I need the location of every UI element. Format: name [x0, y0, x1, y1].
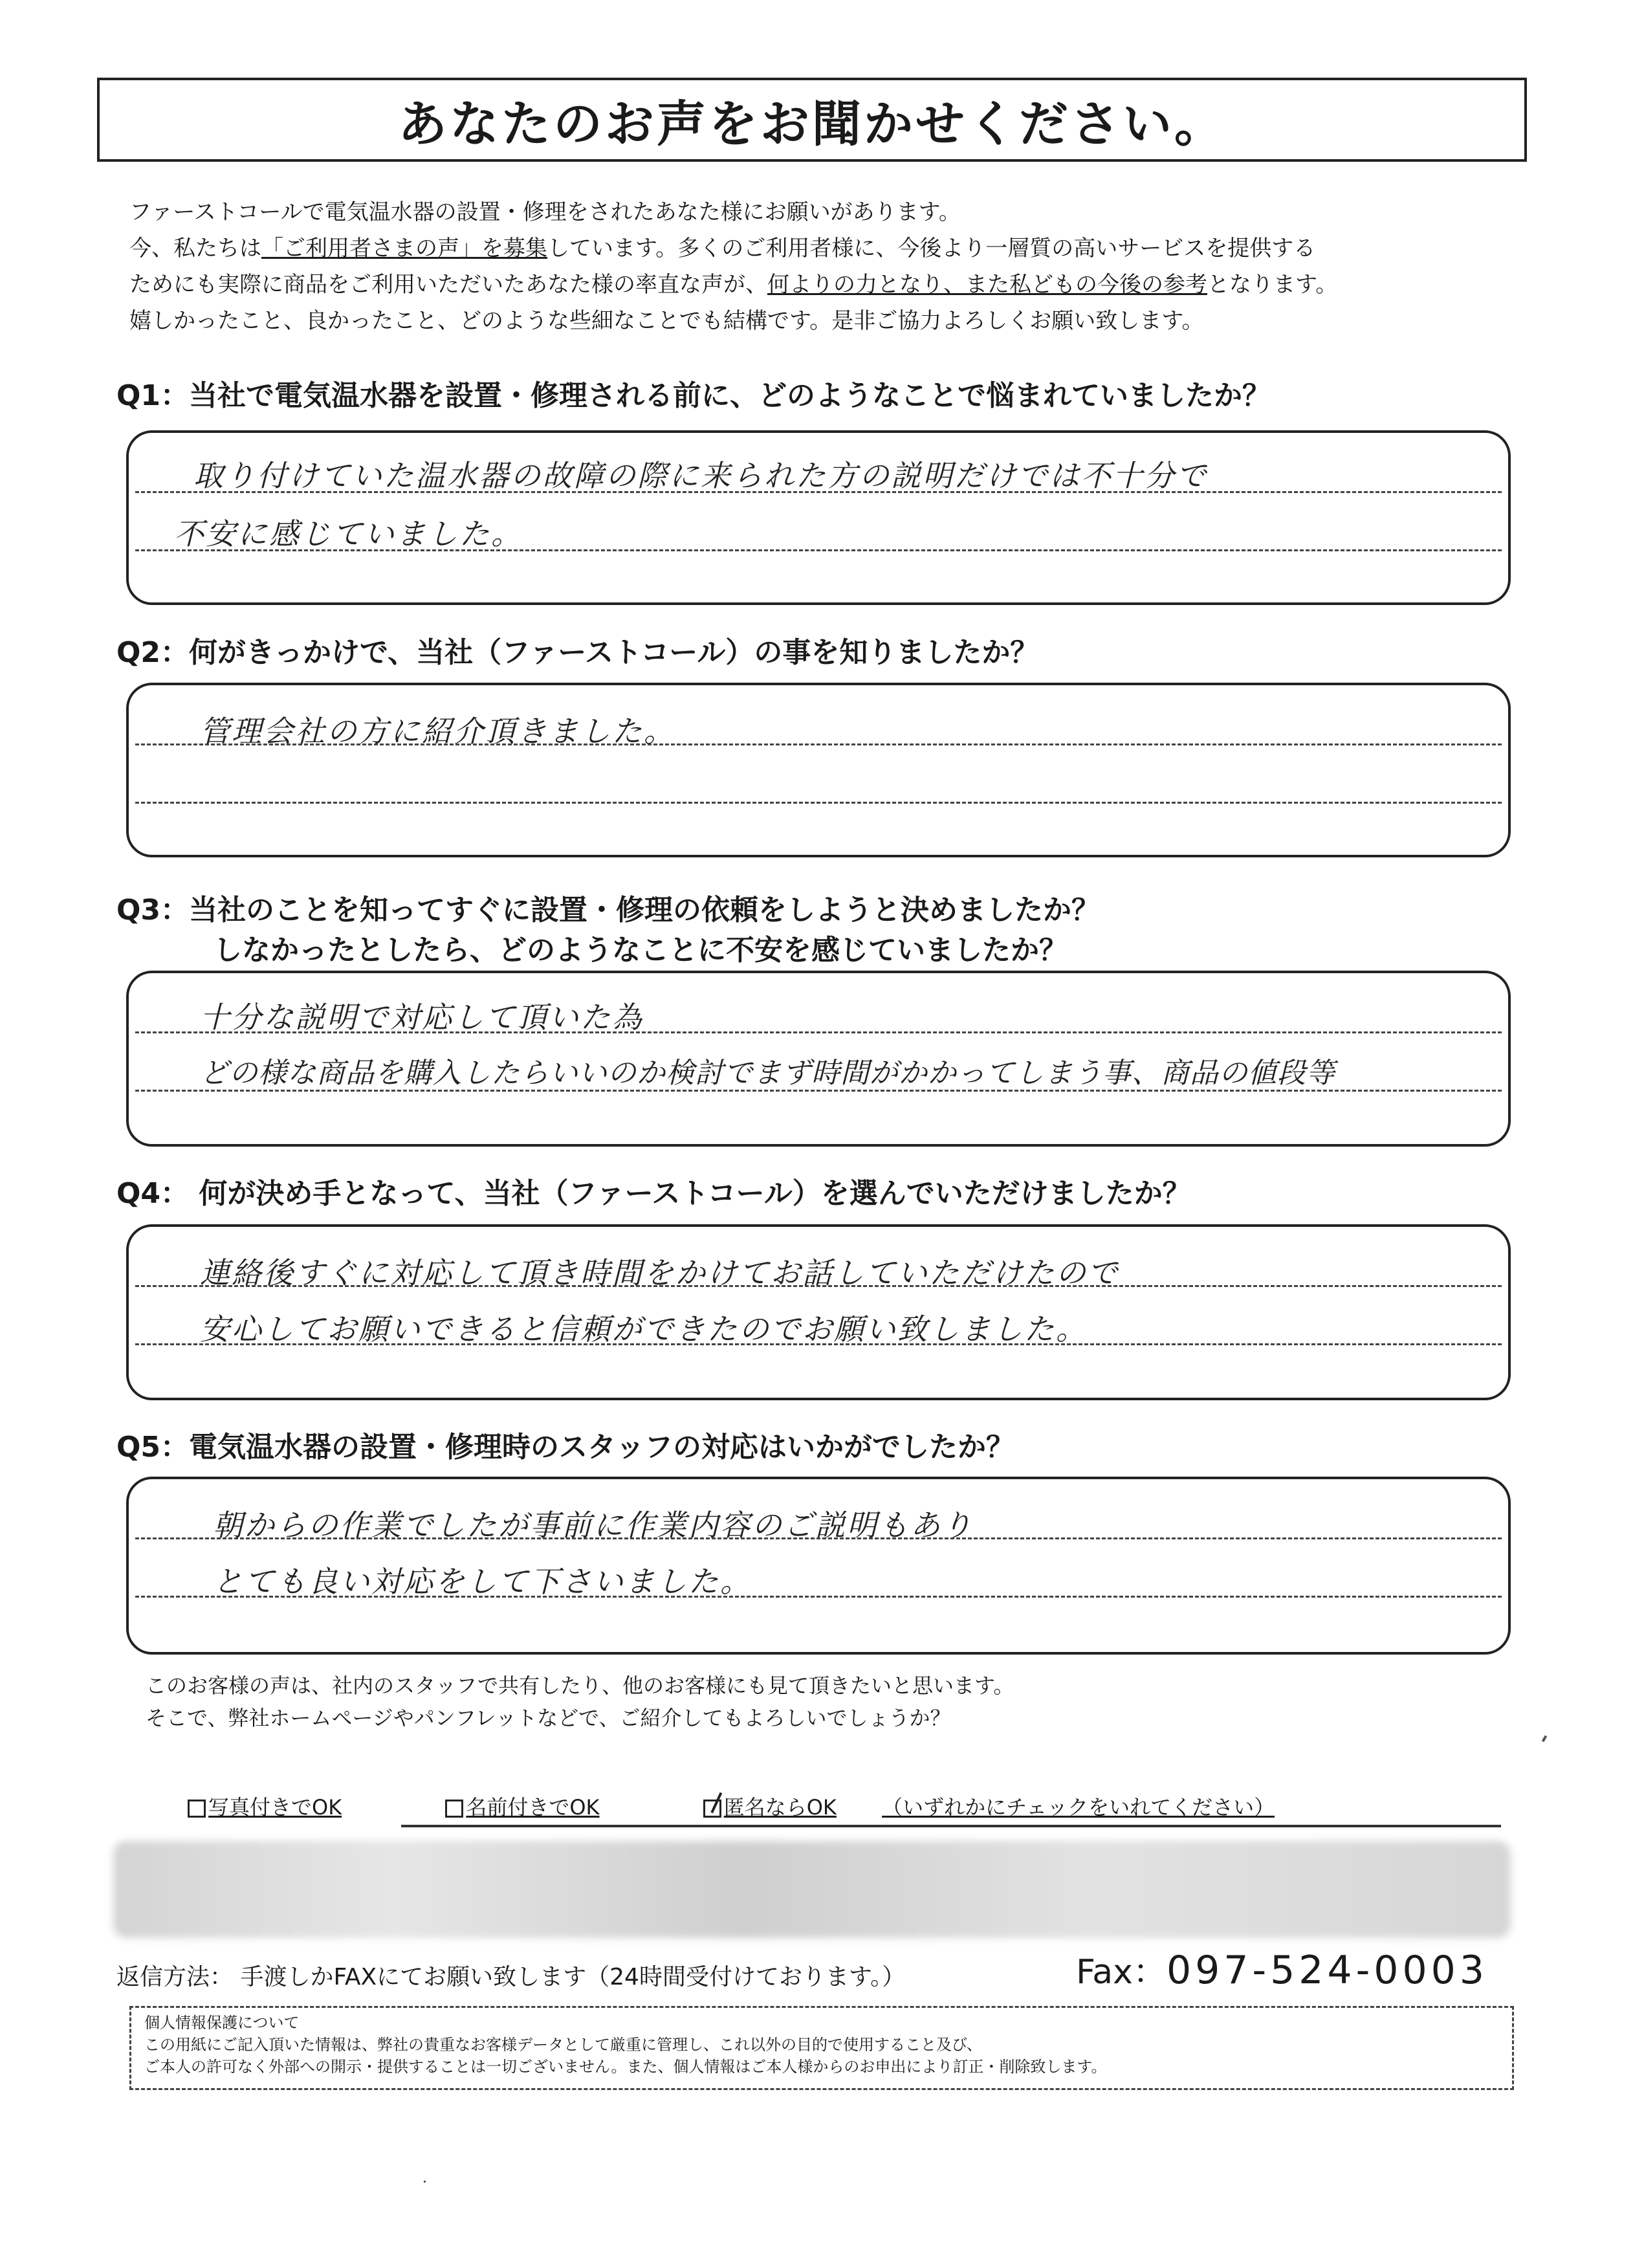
option-anonymous[interactable] [703, 1791, 837, 1821]
intro-line-3 [129, 267, 1553, 303]
question-3-title: Q3：当社のことを知ってすぐに設置・修理の依頼をしようと決めましたか？ [116, 894, 1101, 927]
reply-row [116, 1944, 1520, 1996]
checkbox-anonymous[interactable] [703, 1800, 721, 1818]
answer-box-4[interactable] [126, 1224, 1511, 1400]
fax-info [1076, 1944, 1488, 1993]
question-2-title: Q2：何がきっかけで、当社（ファーストコール）の事を知りましたか？ [116, 636, 1039, 669]
intro-line-3-b: となります。 [1207, 272, 1338, 298]
answer-3-line-1: 十分な説明で対応して頂いた為 [200, 1000, 644, 1035]
question-3-subtitle: しなかったとしたら、どのようなことに不安を感じていましたか？ [214, 934, 1068, 967]
intro-line-2-b: しています。多くのご利用者様に、今後より一層質の高いサービスを提供する [547, 236, 1316, 261]
intro-line-1: ファーストコールで電気温水器の設置・修理をされたあなた様にお願いがあります。 [129, 199, 961, 225]
reply-method: 返信方法： 手渡しかFAXにてお願い致します（24時間受付けております。） [116, 1964, 906, 1990]
privacy-line-1: この用紙にご記入頂いた情報は、弊社の貴重なお客様データとして厳重に管理し、これ以外の目的で使用すること及び、 [144, 2036, 983, 2054]
answer-5-line-2: とても良い対応をして下さいました。 [213, 1564, 752, 1599]
option-name[interactable] [445, 1791, 599, 1821]
question-4-title: Q4： 何が決め手となって、当社（ファーストコール）を選んでいただけましたか？ [116, 1177, 1191, 1210]
fax-number: 097-524-0003 [1166, 1948, 1488, 1993]
answer-4-line-1: 連絡後すぐに対応して頂き時間をかけてお話していただけたので [200, 1255, 1119, 1290]
intro-line-2-underlined: 「ご利用者さまの声」を募集 [261, 236, 547, 261]
intro-line-3-a: ためにも実際に商品をご利用いただいたあなた様の率直な声が、 [129, 272, 767, 298]
signature-line [401, 1825, 1501, 1827]
answer-1-line-2: 不安に感じていました。 [174, 516, 523, 551]
intro-line-2 [129, 230, 1553, 267]
title-box [97, 78, 1527, 162]
question-1-title: Q1：当社で電気温水器を設置・修理される前に、どのようなことで悩まれていましたか？ [116, 379, 1271, 412]
option-name-label: 名前付きでOK [466, 1795, 600, 1820]
answer-2-line-1: 管理会社の方に紹介頂きました。 [200, 714, 675, 749]
answer-box-5[interactable] [126, 1477, 1511, 1655]
scan-speck [1542, 1735, 1547, 1743]
checkbox-name[interactable] [445, 1800, 463, 1818]
fax-label: Fax： [1076, 1953, 1167, 1992]
answer-box-2[interactable] [126, 683, 1511, 857]
option-photo-label: 写真付きでOK [208, 1795, 342, 1820]
intro-line-4: 嬉しかったこと、良かったこと、どのような些細なことでも結構です。是非ご協力よろしくお願い致します。 [129, 308, 1204, 334]
privacy-heading: 個人情報保護について [144, 2014, 300, 2032]
intro-line-3-underlined: 何よりの力となり、また私どもの今後の参考 [767, 272, 1207, 298]
redacted-customer-info [113, 1841, 1511, 1938]
scan-speck [424, 2181, 426, 2183]
footer-note-1: このお客様の声は、社内のスタッフで共有したり、他のお客様にも見て頂きたいと思います。 [146, 1673, 1014, 1698]
answer-line [135, 802, 1502, 804]
footer-note-2: そこで、弊社ホームページやパンフレットなどで、ご紹介してもよろしいでしょうか？ [146, 1706, 951, 1730]
intro-text [129, 194, 1553, 339]
answer-box-1[interactable] [126, 430, 1511, 605]
option-photo[interactable] [188, 1791, 342, 1821]
privacy-notice [129, 2006, 1514, 2090]
option-anonymous-label: 匿名ならOK [723, 1795, 837, 1820]
intro-line-2-a: 今、私たちは [129, 236, 261, 261]
permission-options [188, 1791, 1275, 1821]
question-5-title: Q5：電気温水器の設置・修理時のスタッフの対応はいかがでしたか？ [116, 1431, 1015, 1464]
privacy-line-2: ご本人の許可なく外部への開示・提供することは一切ございません。また、個人情報はご本人様からのお申出により訂正・削除致します。 [144, 2058, 1107, 2076]
answer-5-line-1: 朝からの作業でしたが事前に作業内容のご説明もあり [213, 1508, 974, 1543]
answer-4-line-2: 安心してお願いできると信頼ができたのでお願い致しました。 [200, 1312, 1088, 1347]
answer-1-line-1: 取り付けていた温水器の故障の際に来られた方の説明だけでは不十分で [193, 458, 1208, 493]
option-hint: （いずれかにチェックをいれてください） [882, 1795, 1275, 1820]
page-title: あなたのお声をお聞かせください。 [398, 94, 1226, 153]
checkbox-photo[interactable] [188, 1800, 206, 1818]
answer-box-3[interactable] [126, 971, 1511, 1147]
answer-3-line-2: どの様な商品を購入したらいいのか検討でまず時間がかかってしまう事、商品の値段等 [200, 1057, 1335, 1090]
